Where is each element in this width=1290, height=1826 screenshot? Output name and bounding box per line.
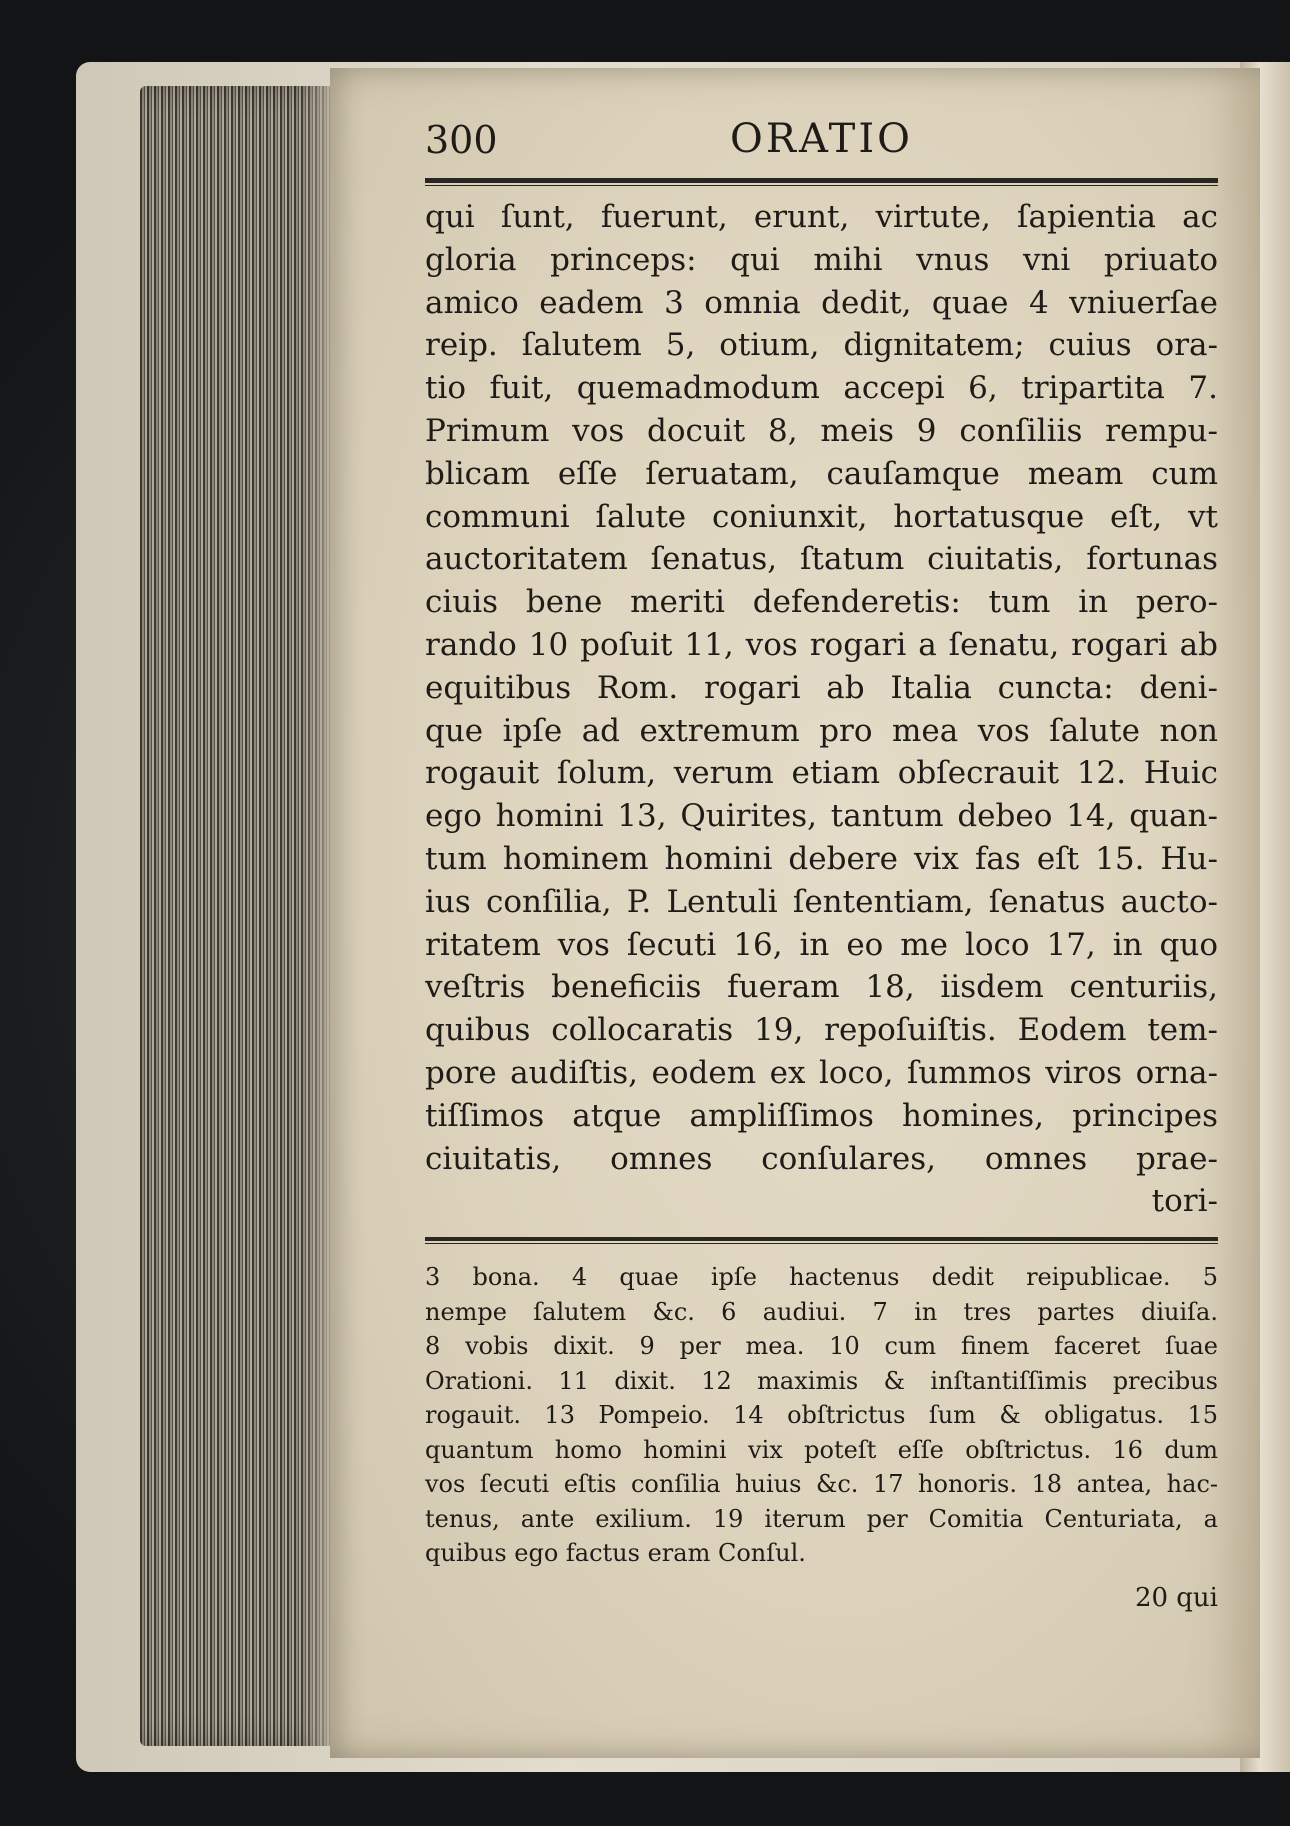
body-line: amico eadem 3 omnia dedit, quae 4 vniuerſae (425, 284, 1218, 321)
body-line: gloria princeps: qui mihi vnus vni priuato (425, 241, 1218, 278)
body-line: equitibus Rom. rogari ab Italia cuncta: deni- (425, 669, 1218, 706)
header-rule-thin (425, 185, 1218, 186)
footnote-line: nempe ſalutem &c. 6 audiui. 7 in tres partes diuiſa. (425, 1297, 1218, 1326)
footnote-line: 8 vobis dixit. 9 per mea. 10 cum finem faceret ſuae (425, 1332, 1218, 1361)
body-line: quibus collocaratis 19, repoſuiſtis. Eodem tem- (425, 1012, 1218, 1049)
body-line: ius conſilia, P. Lentuli ſententiam, ſenatus aucto- (425, 883, 1218, 920)
footnotes (425, 1260, 1218, 1571)
footnote-line: quibus ego factus eram Conſul. (425, 1539, 806, 1568)
footnote-line: quantum homo homini vix poteſt eſſe obſtrictus. 16 dum (425, 1435, 1218, 1464)
footnote-line: Orationi. 11 dixit. 12 maximis & inſtantiſſimis precibus (425, 1366, 1218, 1395)
body-line: que ipſe ad extremum pro mea vos ſalute non (425, 712, 1218, 749)
footnote-rule-thin (425, 1243, 1218, 1244)
catchword: 20 qui (1134, 1582, 1218, 1613)
footnote-line: tenus, ante exilium. 19 iterum per Comitia Centuriata, a (425, 1504, 1218, 1533)
page-content (425, 112, 1218, 1613)
footnote-line: 3 bona. 4 quae ipſe hactenus dedit reipublicae. 5 (425, 1263, 1218, 1292)
body-line: tio fuit, quemadmodum accepi 6, tripartita 7. (425, 370, 1218, 407)
body-line: ciuitatis, omnes conſulares, omnes prae- (425, 1140, 1218, 1177)
body-line: ciuis bene meriti defenderetis: tum in pero- (425, 584, 1218, 621)
body-line: reip. ſalutem 5, otium, dignitatem; cuius ora- (425, 327, 1218, 364)
body-line: qui ſunt, fuerunt, erunt, virtute, ſapientia ac (425, 199, 1218, 235)
page-edges (140, 86, 340, 1746)
footnote-line: vos ſecuti eſtis conſilia huius &c. 17 honoris. 18 antea, hac- (425, 1470, 1218, 1499)
body-line: veſtris beneficiis fueram 18, iisdem centuriis, (425, 969, 1218, 1006)
page-number: 300 (425, 118, 498, 162)
body-line: Primum vos docuit 8, meis 9 conſiliis rempu- (425, 412, 1218, 449)
body-line: communi ſalute coniunxit, hortatusque eſt, vt (425, 498, 1218, 535)
body-text (425, 196, 1218, 1223)
body-line: rogauit ſolum, verum etiam obſecrauit 12. Huic (425, 755, 1218, 792)
footnote-line: rogauit. 13 Pompeio. 14 obſtrictus ſum & obligatus. 15 (425, 1401, 1218, 1430)
header-rule (425, 178, 1218, 183)
body-line: auctoritatem ſenatus, ſtatum ciuitatis, fortunas (425, 541, 1218, 578)
body-line: ego homini 13, Quirites, tantum debeo 14, quan- (425, 798, 1218, 835)
page-header (425, 112, 1218, 172)
body-line: tori- (1151, 1183, 1218, 1220)
body-line: tiſſimos atque ampliſſimos homines, principes (425, 1097, 1218, 1134)
running-title: ORATIO (730, 116, 913, 162)
body-line: pore audiſtis, eodem ex loco, ſummos viros orna- (425, 1054, 1218, 1091)
body-line: rando 10 poſuit 11, vos rogari a ſenatu, rogari ab (425, 626, 1218, 663)
body-line: ritatem vos ſecuti 16, in eo me loco 17, in quo (425, 926, 1218, 963)
footnote-rule (425, 1237, 1218, 1241)
body-line: tum hominem homini debere vix fas eſt 15. Hu- (425, 840, 1218, 877)
body-line: blicam eſſe ſeruatam, cauſamque meam cum (425, 455, 1218, 492)
